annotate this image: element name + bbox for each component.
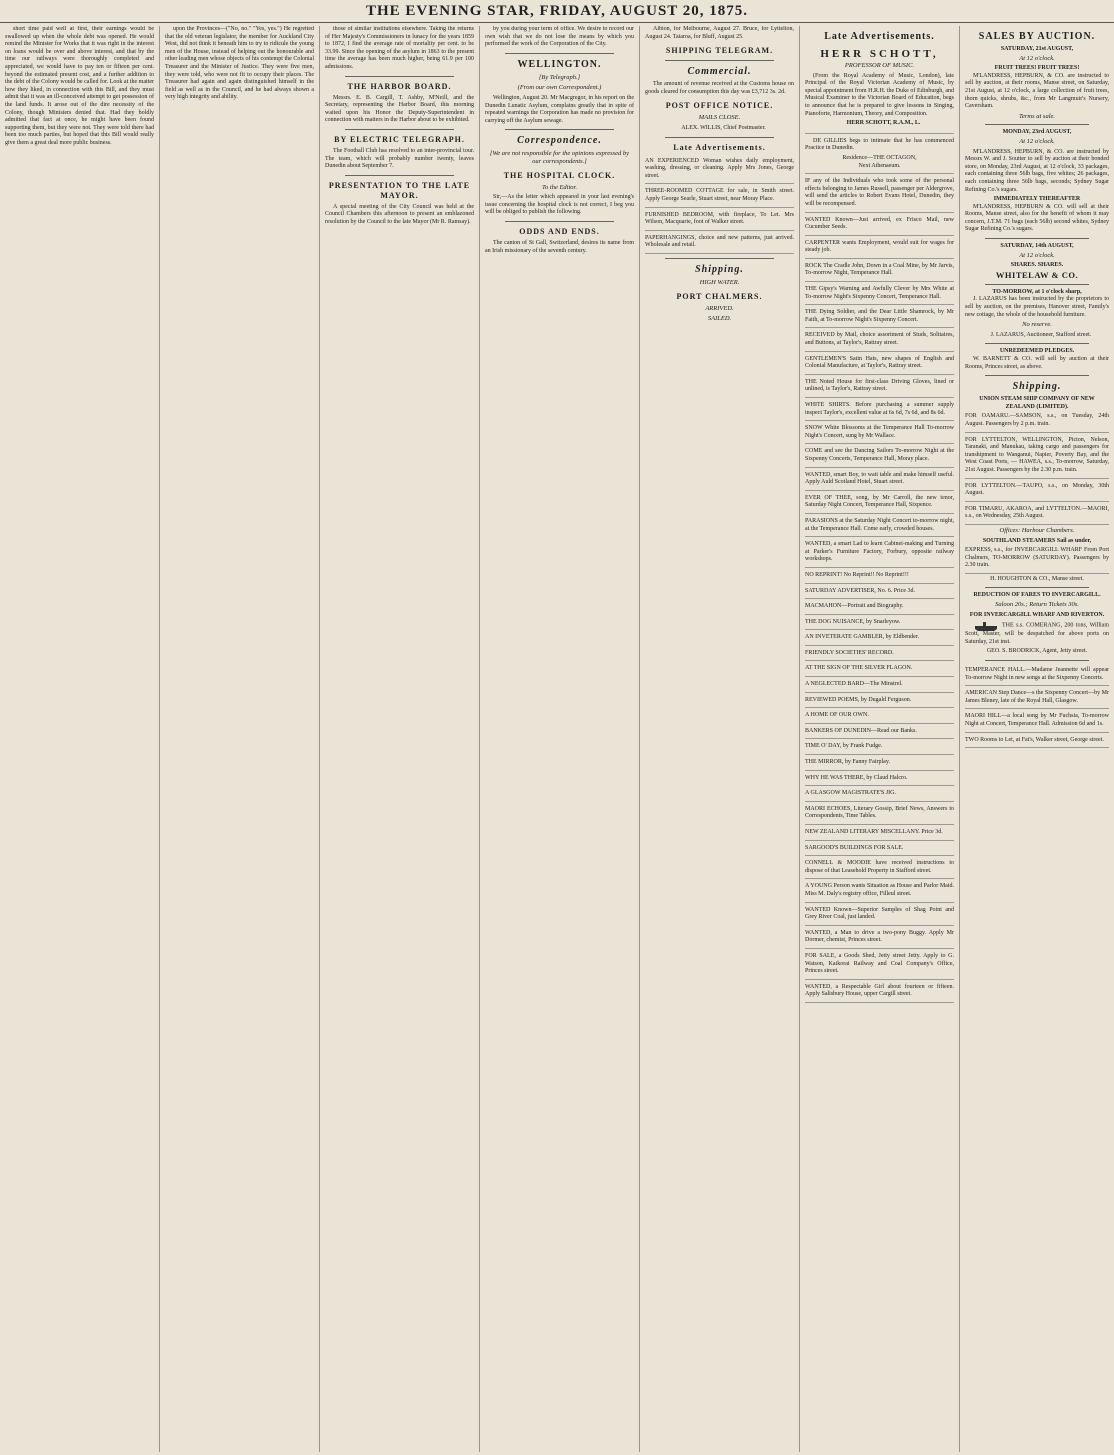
body-text: Sir,—As the letter which appeared in your last evening's issue concerning the hospital clock is not correct, I beg you will be obliged to publish the following. bbox=[485, 194, 634, 216]
auction-terms: No reserve. bbox=[1022, 321, 1052, 329]
section-heading-presentation: PRESENTATION TO THE LATE MAYOR. bbox=[328, 180, 471, 200]
section-subheading: ARRIVED. bbox=[705, 304, 734, 312]
section-heading-shipping: Shipping. bbox=[1012, 381, 1062, 393]
ad-signature: HERR SCHOTT, R.A.M., L. bbox=[846, 120, 921, 127]
body-text: The Football Club has resolved to an inter-provincial tour. The team, which will probably number twenty, leaves Dunedin about September 7. bbox=[325, 147, 474, 170]
classified-ad: ROCK The Cradle John, Down in a Coal Mine, by Mr Jarvis, To-morrow Night, Temperance Hall. bbox=[805, 261, 954, 282]
classified-ad: FRIENDLY SOCIETIES' RECORD. bbox=[805, 648, 954, 662]
divider bbox=[345, 76, 454, 77]
body-text: by you during your term of office. We desire to record our own wish that we do not lose the means by which you performed the work of the Corporation of the City. bbox=[485, 26, 634, 48]
shipping-notice: FOR OAMARU.—SAMSON, s.s., on Tuesday, 24th August. Passengers by 2 p.m. train. bbox=[965, 411, 1109, 432]
ad-body: DE GILLIES begs to intimate that he has commenced Practice in Dunedin. bbox=[805, 137, 954, 152]
auction-notice: M'LANDRESS, HEPBURN, & CO. are instructed by Messrs W. and J. Soutter to sell by auction at their bonded store, on Monday, 23rd August, at 12 o'clock, 33 packages, each containing three 56lb bags, five whites; 26 packages, each containing three 56lb bags, seconds; Sydney Sugar Refining Co.'s sugars. bbox=[965, 148, 1109, 193]
classified-ad: THE MIRROR, by Fanny Fairplay. bbox=[805, 757, 954, 771]
auction-time: At 12 o'clock. bbox=[1019, 251, 1055, 259]
column-7 bbox=[960, 26, 1114, 1452]
body-text: Wellington, August 20. Mr Macgregor, in his report on the Dunedin Lunatic Asylum, complains greatly that in spite of repeated warnings the Corporation has made no provision for carrying off the Asylum sewage. bbox=[485, 94, 634, 124]
section-heading-wellington: WELLINGTON. bbox=[517, 58, 602, 70]
classified-ad: AN INVETERATE GAMBLER, by Eldbender. bbox=[805, 632, 954, 646]
section-heading-telegraph: BY ELECTRIC TELEGRAPH. bbox=[334, 134, 465, 144]
section-subheading: SAILED. bbox=[707, 315, 732, 323]
divider bbox=[985, 284, 1089, 285]
body-text: Messrs. E. B. Cargill, T. Ashby, M'Neill, and the Secretary, representing the Harbor Board, this morning waited upon his Honor the Deputy-Superintendent in connection with matters in the Harbor about to be exhibited. bbox=[325, 94, 474, 124]
classified-ad: FOR SALE, a Goods Shed, Jetty street Jetty. Apply to G. Watson, Kaikorai Railway and Coal Company's Office, Princes street. bbox=[805, 951, 954, 980]
body-text: A special meeting of the City Council was held at the Council Chambers this afternoon to present an emblazoned resolution by the Council to the late Mayor (Mr R. Ramsay). bbox=[325, 203, 474, 225]
classified-ad: BANKERS OF DUNEDIN—Read our Banks. bbox=[805, 726, 954, 740]
shipping-heading: SOUTHLAND STEAMERS Sail as under, bbox=[982, 537, 1092, 544]
shipping-notice: FOR TIMARU, AKAROA, and LYTTELTON.—MAORI, s.s., on Wednesday, 25th August. bbox=[965, 504, 1109, 525]
classified-ad: PARASIONS at the Saturday Night Concert to-morrow night, at the Temperance Hall. Come early, crowded houses. bbox=[805, 516, 954, 537]
auction-notice: M'LANDRESS, HEPBURN & CO. will sell at their Rooms, Manse street, also for the benefit of whom it may concern, J.T.M. 71 bags (each 56lb) second whites, Sydney Sugar Refining Co.'s sugars. bbox=[965, 203, 1109, 233]
section-subheading: [By Telegraph.] bbox=[538, 73, 581, 81]
divider bbox=[985, 375, 1089, 376]
classified-ad: NO REPRINT! No Reprint!! No Reprint!!! bbox=[805, 570, 954, 584]
section-subheading: To the Editor. bbox=[542, 183, 577, 191]
masthead: THE EVENING STAR, FRIDAY, AUGUST 20, 1875. bbox=[0, 0, 1114, 23]
classified-ad: WHITE SHIRTS. Before purchasing a summer supply inspect Taylor's, excellent value at 6s 6d, 7s 6d, and 8s 6d. bbox=[805, 400, 954, 421]
shipping-fares: Saloon 20s.; Return Tickets 30s. bbox=[995, 601, 1079, 609]
steamship-icon bbox=[973, 619, 999, 631]
divider bbox=[505, 221, 614, 222]
classified-ad: A HOME OF OUR OWN. bbox=[805, 710, 954, 724]
section-heading-late-ads: Late Advertisements. bbox=[673, 142, 766, 152]
classified-ad: FURNISHED BEDROOM, with fireplace, To Let. Mrs Wilson, Macquarie, foot of Walker street. bbox=[645, 210, 794, 231]
column-3 bbox=[320, 26, 480, 1452]
shipping-notice: EXPRESS, s.s., for INVERCARGILL WHARF From Port Chalmers, TO-MORROW (SATURDAY). Passengers by 2.30 train. bbox=[965, 545, 1109, 574]
shipping-company: UNION STEAM SHIP COMPANY OF NEW ZEALAND (LIMITED). bbox=[979, 396, 1095, 410]
editorial-note: [We are not responsible for the opinions expressed by our correspondents.] bbox=[489, 150, 630, 165]
section-subheading: HIGH WATER. bbox=[699, 278, 740, 286]
divider bbox=[985, 124, 1089, 125]
shipping-notice: FOR LYTTELTON, WELLINGTON, Picton, Nelson, Taranaki, and Manukau, taking cargo and passengers for transhipment to Wanganui, Napier, Poverty Bay, and the West Coast Ports, — HAWEA, s.s., To-morrow, Saturday, 21st August. Passengers by the 2.30 p.m. train. bbox=[965, 435, 1109, 479]
classified-ad: THREE-ROOMED COTTAGE for sale, in Smith street. Apply George Searle, Stuart street, near Moray Place. bbox=[645, 186, 794, 207]
classified-ad: WANTED, a Man to drive a two-pony Buggy. Apply Mr Dormer, chemist, Princes street. bbox=[805, 928, 954, 949]
body-text: The canton of St Gall, Switzerland, desires its name from an Irish missionary of the seventh century. bbox=[485, 239, 634, 254]
section-heading-port-chalmers: PORT CHALMERS. bbox=[676, 291, 763, 301]
classified-ad: MACMAHON—Portrait and Biography. bbox=[805, 601, 954, 615]
section-heading-correspondence: Correspondence. bbox=[517, 135, 602, 147]
section-heading-sales-by-auction: SALES BY AUCTION. bbox=[978, 31, 1096, 42]
classified-ad: GENTLEMEN'S Satin Hats, new shapes of English and Colonial Manufacture, at Taylor's, Rattray street. bbox=[805, 354, 954, 375]
ad-residence: Residence—THE OCTAGON, bbox=[842, 154, 917, 161]
shipping-heading: REDUCTION OF FARES TO INVERCARGILL. bbox=[973, 592, 1101, 599]
classified-ad: SNOW White Blossoms at the Temperance Hall To-morrow Night's Concert, sung by Mr Wallace. bbox=[805, 423, 954, 444]
divider bbox=[985, 587, 1089, 588]
auction-date: SATURDAY, 21st AUGUST, bbox=[1000, 46, 1074, 52]
classified-ad: WANTED, a smart Lad to learn Cabinet-making and Turning at Parker's Furniture Factory, Forbury, opposite railway workshops. bbox=[805, 539, 954, 568]
auction-heading: IMMEDIATELY THEREAFTER bbox=[993, 196, 1081, 203]
classified-ad: PAPERHANGINGS, choice and new patterns, just arrived. Wholesale and retail. bbox=[645, 233, 794, 254]
body-text: upon the Provinces—("No, no." "Yes, yes.") He regretted that the old veteran legislator, the member for Auckland City West, did not think it beneath him to try to ridicule the young men of the House, instead of helping out the honourable and other leading men whose objects of his contempt the Colonial Treasurer and the Minister of Justice. They were five men, they were told, who were not fit to occupy their places. The Treasurer had again and again distinguished himself in the field as well as in the Council, and he had always shown a very high integrity and ability. bbox=[165, 26, 314, 101]
classified-ad: COME and see the Dancing Sailors To-morrow Night at the Sixpenny Concerts, Temperance Hall, Moray place. bbox=[805, 446, 954, 467]
column-4 bbox=[480, 26, 640, 1452]
section-heading-late-ads: Late Advertisements. bbox=[824, 31, 935, 42]
classified-ad: WANTED Known—Superior Samples of Shag Point and Grey River Coal, just landed. bbox=[805, 905, 954, 926]
section-heading-commercial: Commercial. bbox=[687, 66, 752, 78]
divider bbox=[665, 137, 774, 138]
shipping-notice-text: THE s.s. COMERANG, 200 tons, William Scott, Master, will be despatched for above ports on Saturday, 21st inst. bbox=[965, 622, 1109, 645]
classified-ad: THE Dying Soldier, and the Dear Little Shamrock, by Mr Faith, at To-morrow Night's Sixpenny Concert. bbox=[805, 307, 954, 328]
body-text: short time paid well at first, their earnings would be swallowed up when the whole debt was opened. He would remind the Minister for Works that it was right in the interest on loans would be over and above interest, and that by the time our railways were thoroughly completed and appreciated, we would have to pay ten or fifteen per cent. beyond the estimated present cost, and a further addition to the debt of the Colony would be called for. Look at the matter how they liked, in connection with this Bill, and they must admit that it was an ill-conceived attempt to get possession of the land funds. It arose out of the dire necessity of the Colony, though Ministers denied that. Had they boldly admitted that fact at once, he might have been found supporting them, but they were not. They were told there had been too much parties, but hoped that this Bill would really give them a great deal more public business. bbox=[5, 26, 154, 146]
shipping-agent: GEO. S. BRODRICK, Agent, Jetty street. bbox=[986, 648, 1088, 655]
shipping-notice bbox=[965, 619, 1109, 646]
classified-ad: AN EXPERIENCED Woman wishes daily employment, washing, dressing, or cleaning. Apply Mrs Jones, George street. bbox=[645, 156, 794, 185]
signature: ALEX. WILLIS, Chief Postmaster. bbox=[681, 124, 766, 131]
shipping-heading: FOR INVERCARGILL WHARF AND RIVERTON. bbox=[969, 611, 1105, 618]
column-5 bbox=[640, 26, 800, 1452]
classified-ad: THE DOG NUISANCE, by Snarleyow. bbox=[805, 617, 954, 631]
auction-date: SATURDAY, 14th AUGUST, bbox=[1000, 243, 1074, 250]
classified-ads-list bbox=[805, 176, 954, 1003]
classified-ad: WHY HE WAS THERE, by Claud Halcro. bbox=[805, 773, 954, 787]
ad-subtitle: PROFESSOR OF MUSIC. bbox=[844, 62, 915, 69]
auction-notice: W. BARNETT & CO. will sell by auction at their Rooms, Princes street, as above. bbox=[965, 356, 1109, 370]
body-text: those of similar institutions elsewhere. Taking the returns of Her Majesty's Commissioners in lunacy for the years 1859 to 1872, I find the average rate of mortality per cent. to be 33.99. Since the opening of the asylum in 1863 to the present time the average has been much higher, being 61.9 per 100 admissions. bbox=[325, 26, 474, 70]
auction-date: MONDAY, 23rd AUGUST, bbox=[1002, 129, 1072, 136]
section-heading-hospital-clock: THE HOSPITAL CLOCK. bbox=[503, 170, 616, 180]
classified-ad: CONNELL & MOODIE have received instructions to dispose of that Leasehold Property in Stafford street. bbox=[805, 858, 954, 879]
classified-ad: WANTED, a Respectable Girl about fourteen or fifteen. Apply Salisbury House, upper Cargill street. bbox=[805, 982, 954, 1003]
classified-ad: NEW ZEALAND LITERARY MISCELLANY. Price 3d. bbox=[805, 827, 954, 841]
section-heading-shipping-telegram: SHIPPING TELEGRAM. bbox=[665, 46, 774, 56]
classified-ad: IF any of the Individuals who took some of the personal effects belonging to James Russell, passenger per Aldergrove, will send the articles to Robert Evans Hotel, Dunedin, they will be recompensed. bbox=[805, 176, 954, 212]
column-6 bbox=[800, 26, 960, 1452]
classified-ad: TWO Rooms to Let, at Fat's, Walker street, George street. bbox=[965, 735, 1109, 749]
classified-ad: A GLASGOW MAGISTRATE'S JIG. bbox=[805, 788, 954, 802]
auction-item: FRUIT TREES! FRUIT TREES! bbox=[994, 65, 1080, 72]
divider bbox=[985, 238, 1089, 239]
section-heading-harbor-board: THE HARBOR BOARD. bbox=[347, 81, 452, 91]
auction-notice: M'LANDRESS, HEPBURN, & CO. are instructed to sell by auction, at their rooms, Manse street, on Saturday, 21st August, at 12 o'clock, a large collection of fruit trees, thorn quicks, shrubs, &c., from Mr Langmuir's Nursery, Caversham. bbox=[965, 72, 1109, 110]
shipping-agent: H. HOUGHTON & CO., Manse street. bbox=[990, 575, 1084, 582]
classified-ad: A NEGLECTED BARD—The Minstrel. bbox=[805, 679, 954, 693]
shipping-offices: Offices: Harbour Chambers. bbox=[999, 526, 1075, 534]
auction-time: At 12 o'clock. bbox=[1019, 137, 1055, 145]
classified-ad: THE Gipsy's Warning and Awfully Clever by Mrs White at To-morrow Night's Sixpenny Concert, Temperance Hall. bbox=[805, 284, 954, 305]
divider bbox=[505, 129, 614, 130]
classified-ad: REVIEWED POEMS, by Dugald Ferguson. bbox=[805, 695, 954, 709]
section-subheading: (From our own Correspondent.) bbox=[517, 84, 602, 92]
auctioneer-name: WHITELAW & CO. bbox=[995, 269, 1079, 280]
classified-ad: EVER OF THEE, song, by Mr Carroll, the new tenor, Saturday Night Concert, Temperance Hall, Sixpence. bbox=[805, 493, 954, 514]
auction-time: At 12 o'clock. bbox=[1019, 54, 1055, 62]
divider bbox=[665, 258, 774, 259]
divider bbox=[505, 53, 614, 54]
classified-ad: SATURDAY ADVERTISER, No. 6. Price 3d. bbox=[805, 586, 954, 600]
divider bbox=[665, 60, 774, 61]
divider bbox=[345, 175, 454, 176]
classified-ad: THE Noted House for first-class Driving Gloves, lined or unlined, is Taylor's, Rattray street. bbox=[805, 377, 954, 398]
column-2 bbox=[160, 26, 320, 1452]
classified-ad: WANTED Known—Just arrived, ex Frisco Mail, new Cucumber Seeds. bbox=[805, 215, 954, 236]
classified-ad: AT THE SIGN OF THE SILVER FLAGON. bbox=[805, 663, 954, 677]
ad-body: (From the Royal Academy of Music, London), late Principal of the Royal Victorian Academy of Music, by special appointment from H.R.H. the Duke of Edinburgh, and Musical Examiner to the Victorian Board of Education, begs to announce that he is prepared to give lessons in Singing, Pianoforte, Harmonium, Theory, and Composition. bbox=[805, 72, 954, 117]
classified-ad: SARGOOD'S BUILDINGS FOR SALE. bbox=[805, 843, 954, 857]
classified-ad: AMERICAN Step Dance—s the Sixpenny Concert—by Mr James Bleney, late of the Royal Hall, Glasgow. bbox=[965, 688, 1109, 709]
auction-heading: UNREDEEMED PLEDGES. bbox=[999, 348, 1075, 355]
shipping-notice: FOR LYTTELTON.—TAUPO, s.s., on Monday, 30th August. bbox=[965, 481, 1109, 502]
auctioneer-signature: J. LAZARUS, Auctioneer, Stafford street. bbox=[990, 331, 1092, 338]
column-1 bbox=[0, 26, 160, 1452]
divider bbox=[345, 129, 454, 130]
ad-residence: Next Athenaeum. bbox=[858, 162, 901, 169]
body-text: The amount of revenue received at the Customs house on goods cleared for consumption this day was £3,712 3s. 2d. bbox=[645, 81, 794, 95]
divider bbox=[985, 343, 1089, 344]
section-heading-shipping: Shipping. bbox=[695, 263, 744, 275]
auction-notice: J. LAZARUS has been instructed by the proprietors to sell by auction, on the premises, Hanover street, Family's new cottage, the whole of the household furniture. bbox=[965, 296, 1109, 318]
body-text: Albion, for Melbourne, August 27. Bruce, for Lyttelton, August 24. Taiaroa, for Bluff, August 25. bbox=[645, 26, 794, 40]
auction-terms: Terms at sale. bbox=[1018, 112, 1056, 120]
classified-ad: MAORI ECHOES, Literary Gossip, Brief News, Answers to Correspondents, Time Tables. bbox=[805, 804, 954, 825]
ad-title: HERR SCHOTT, bbox=[820, 48, 939, 60]
classified-ad: MAORI HILL—a local song by Mr Fuchsia, To-morrow Night at Concert, Temperance Hall. Admission 6d and 1s. bbox=[965, 711, 1109, 732]
divider bbox=[985, 660, 1089, 661]
section-heading-odds-and-ends: ODDS AND ENDS. bbox=[519, 226, 600, 236]
classified-ad: A YOUNG Person wants Situation as House and Parlor Maid. Miss M. Daly's registry office, Filleul street. bbox=[805, 881, 954, 902]
classified-ad: CARPENTER wants Employment, would suit for wages for steady job. bbox=[805, 238, 954, 259]
classified-ad: TEMPERANCE HALL.—Madame Jeannette will appear To-morrow Night in new songs at the Sixpenny Concerts. bbox=[965, 665, 1109, 686]
auction-item: SHARES. SHARES. bbox=[1010, 262, 1064, 269]
auction-date: TO-MORROW, at 1 o'clock sharp, bbox=[992, 288, 1082, 295]
classified-ad: RECEIVED by Mail, choice assortment of Studs, Solitaires, and Buttons, at Taylor's, Rattray street. bbox=[805, 330, 954, 351]
section-heading-post-office: POST OFFICE NOTICE. bbox=[665, 101, 774, 111]
classified-ad: WANTED, smart Boy, to wait table and make himself useful. Apply Auld Scotland Hotel, Stuart street. bbox=[805, 470, 954, 491]
section-subheading: MAILS CLOSE. bbox=[698, 114, 741, 122]
classified-ad: TIME O' DAY, by Frank Fudge. bbox=[805, 741, 954, 755]
